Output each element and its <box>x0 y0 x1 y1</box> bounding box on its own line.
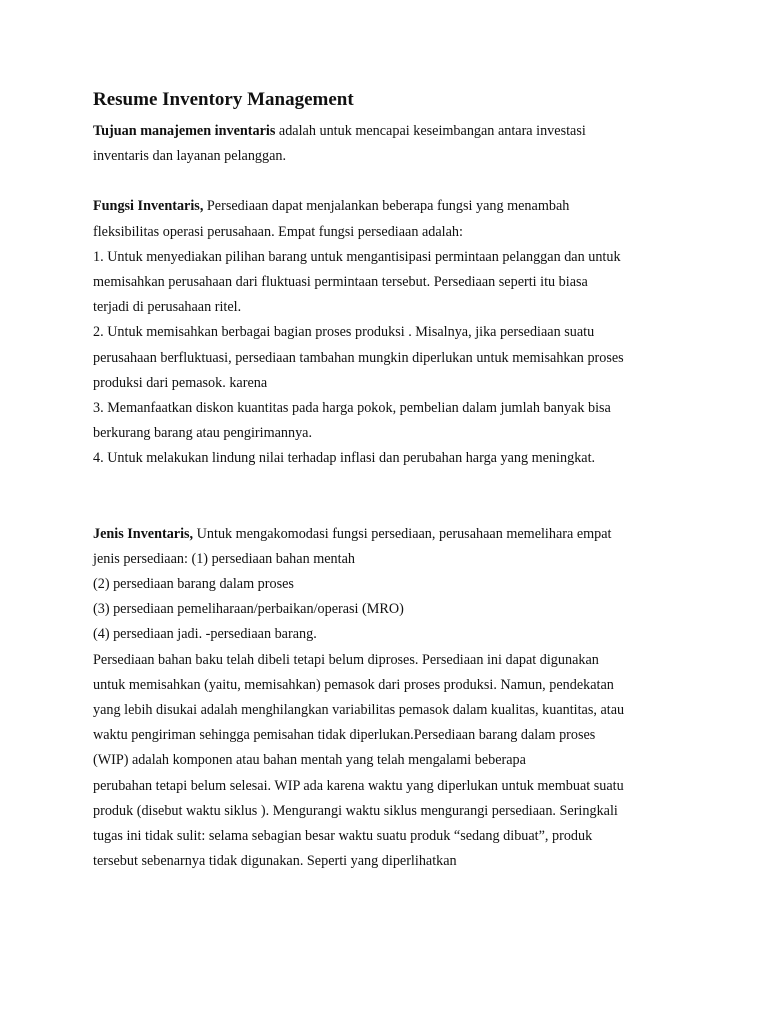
jenis-line: jenis persediaan: (1) persediaan bahan mentah <box>93 550 355 567</box>
intro-text: adalah untuk mencapai keseimbangan antara investasi <box>275 123 586 139</box>
jenis-line: yang lebih disukai adalah menghilangkan variabilitas pemasok dalam kualitas, kuantitas, atau <box>93 702 625 719</box>
intro-line-2: inventaris dan layanan pelanggan. <box>93 148 287 165</box>
jenis-line: Persediaan bahan baku telah dibeli tetapi belum diproses. Persediaan ini dapat digunakan <box>93 651 599 668</box>
jenis-line-1 <box>93 522 693 547</box>
fungsi-line: memisahkan perusahaan dari fluktuasi permintaan tersebut. Persediaan seperti itu biasa <box>93 274 588 291</box>
document-page <box>93 87 693 874</box>
jenis-line: (2) persediaan barang dalam proses <box>93 576 294 593</box>
document-title: Resume Inventory Management <box>93 89 354 110</box>
jenis-line: (4) persediaan jadi. -persediaan barang. <box>93 626 317 643</box>
jenis-line: perubahan tetapi belum selesai. WIP ada karena waktu yang diperlukan untuk membuat suatu <box>93 777 624 794</box>
fungsi-line: 2. Untuk memisahkan berbagai bagian proses produksi . Misalnya, jika persediaan suatu <box>93 324 595 341</box>
jenis-line: untuk memisahkan (yaitu, memisahkan) pemasok dari proses produksi. Namun, pendekatan <box>93 676 614 693</box>
fungsi-line-1 <box>93 194 693 219</box>
fungsi-line: 4. Untuk melakukan lindung nilai terhadap inflasi dan perubahan harga yang meningkat. <box>93 450 596 467</box>
jenis-line: produk (disebut waktu siklus ). Mengurangi waktu siklus mengurangi persediaan. Seringkali <box>93 802 618 819</box>
fungsi-bold-term: Fungsi Inventaris, <box>93 198 204 215</box>
jenis-line: (WIP) adalah komponen atau bahan mentah yang telah mengalami beberapa <box>93 752 526 769</box>
fungsi-line: perusahaan berfluktuasi, persediaan tambahan mungkin diperlukan untuk memisahkan proses <box>93 349 624 366</box>
fungsi-line: terjadi di perusahaan ritel. <box>93 299 242 316</box>
fungsi-line: 3. Memanfaatkan diskon kuantitas pada harga pokok, pembelian dalam jumlah banyak bisa <box>93 400 611 417</box>
jenis-bold-term: Jenis Inventaris, <box>93 525 194 542</box>
paragraph-gap <box>93 472 693 522</box>
intro-bold-term: Tujuan manajemen inventaris <box>93 123 276 139</box>
jenis-line: waktu pengiriman sehingga pemisahan tidak diperlukan.Persediaan barang dalam proses <box>93 727 596 744</box>
fungsi-line: 1. Untuk menyediakan pilihan barang untuk mengantisipasi permintaan pelanggan dan untuk <box>93 248 621 265</box>
intro-line-1 <box>93 119 693 144</box>
paragraph-gap <box>93 169 693 194</box>
jenis-line: (3) persediaan pemeliharaan/perbaikan/operasi (MRO) <box>93 601 404 618</box>
jenis-line: tersebut sebenarnya tidak digunakan. Seperti yang diperlihatkan <box>93 853 457 870</box>
fungsi-line: produksi dari pemasok. karena <box>93 374 268 391</box>
fungsi-text: Persediaan dapat menjalankan beberapa fungsi yang menambah <box>203 198 570 215</box>
fungsi-line: berkurang barang atau pengirimannya. <box>93 425 313 442</box>
jenis-text: Untuk mengakomodasi fungsi persediaan, perusahaan memelihara empat <box>193 525 612 542</box>
jenis-line: tugas ini tidak sulit: selama sebagian besar waktu suatu produk “sedang dibuat”, produk <box>93 828 593 845</box>
fungsi-line: fleksibilitas operasi perusahaan. Empat fungsi persediaan adalah: <box>93 223 463 240</box>
